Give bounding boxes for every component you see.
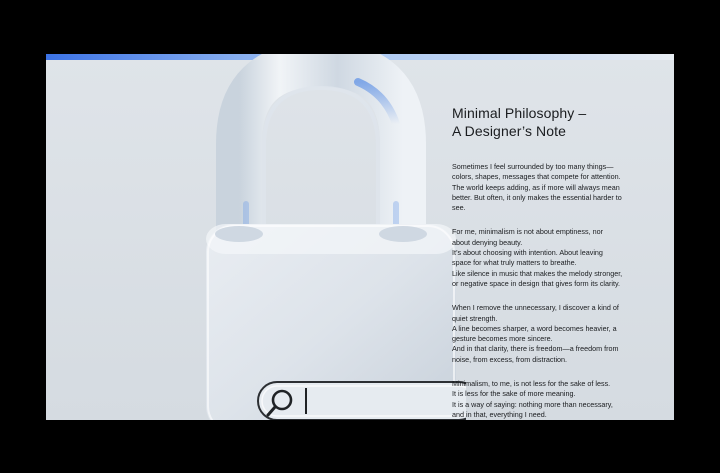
paragraph	[452, 227, 642, 289]
text-line: It’s about choosing with intention. About leaving	[452, 248, 603, 258]
text-line: gesture becomes more sincere.	[452, 334, 553, 344]
text-line: or negative space in design that gives form its clarity.	[452, 278, 621, 288]
text-line: noise, from excess, from distraction.	[452, 354, 568, 364]
text-line: Like silence in music that makes the melody stronger,	[452, 268, 623, 278]
paragraph	[452, 162, 642, 213]
text-line: A line becomes sharper, a word becomes heavier, a	[452, 323, 617, 333]
text-line: It is less for the sake of more meaning.	[452, 389, 576, 399]
text-line: And in that clarity, there is freedom—a freedom from	[452, 344, 619, 354]
text-line: The world keeps adding, as if more will always mean	[452, 182, 620, 192]
title-line: A Designer’s Note	[452, 123, 567, 139]
padlock-icon	[146, 54, 466, 420]
slide	[46, 54, 674, 420]
text-line: Sometimes I feel surrounded by too many things—	[452, 162, 614, 171]
article-title	[452, 104, 642, 140]
search-bar-icon	[258, 382, 466, 420]
text-line: better. But often, it only makes the essential harder to	[452, 192, 622, 202]
text-line: about denying beauty.	[452, 237, 523, 247]
text-line: It is a way of saying: nothing more than necessary,	[452, 399, 613, 409]
text-line: and in that, everything I need.	[452, 409, 547, 419]
paragraph	[452, 303, 642, 365]
text-line: For me, minimalism is not about emptiness, nor	[452, 227, 603, 237]
text-line: space for what truly matters to breathe.	[452, 258, 577, 268]
article	[452, 104, 642, 420]
paragraph	[452, 379, 642, 420]
text-line: When I remove the unnecessary, I discover a kind of	[452, 303, 619, 313]
text-line: Minimalism, to me, is not less for the sake of less.	[452, 379, 611, 389]
title-line: Minimal Philosophy –	[452, 105, 587, 121]
text-line: quiet strength.	[452, 313, 498, 323]
text-line: see.	[452, 203, 466, 213]
text-line: colors, shapes, messages that compete for attention.	[452, 172, 621, 182]
